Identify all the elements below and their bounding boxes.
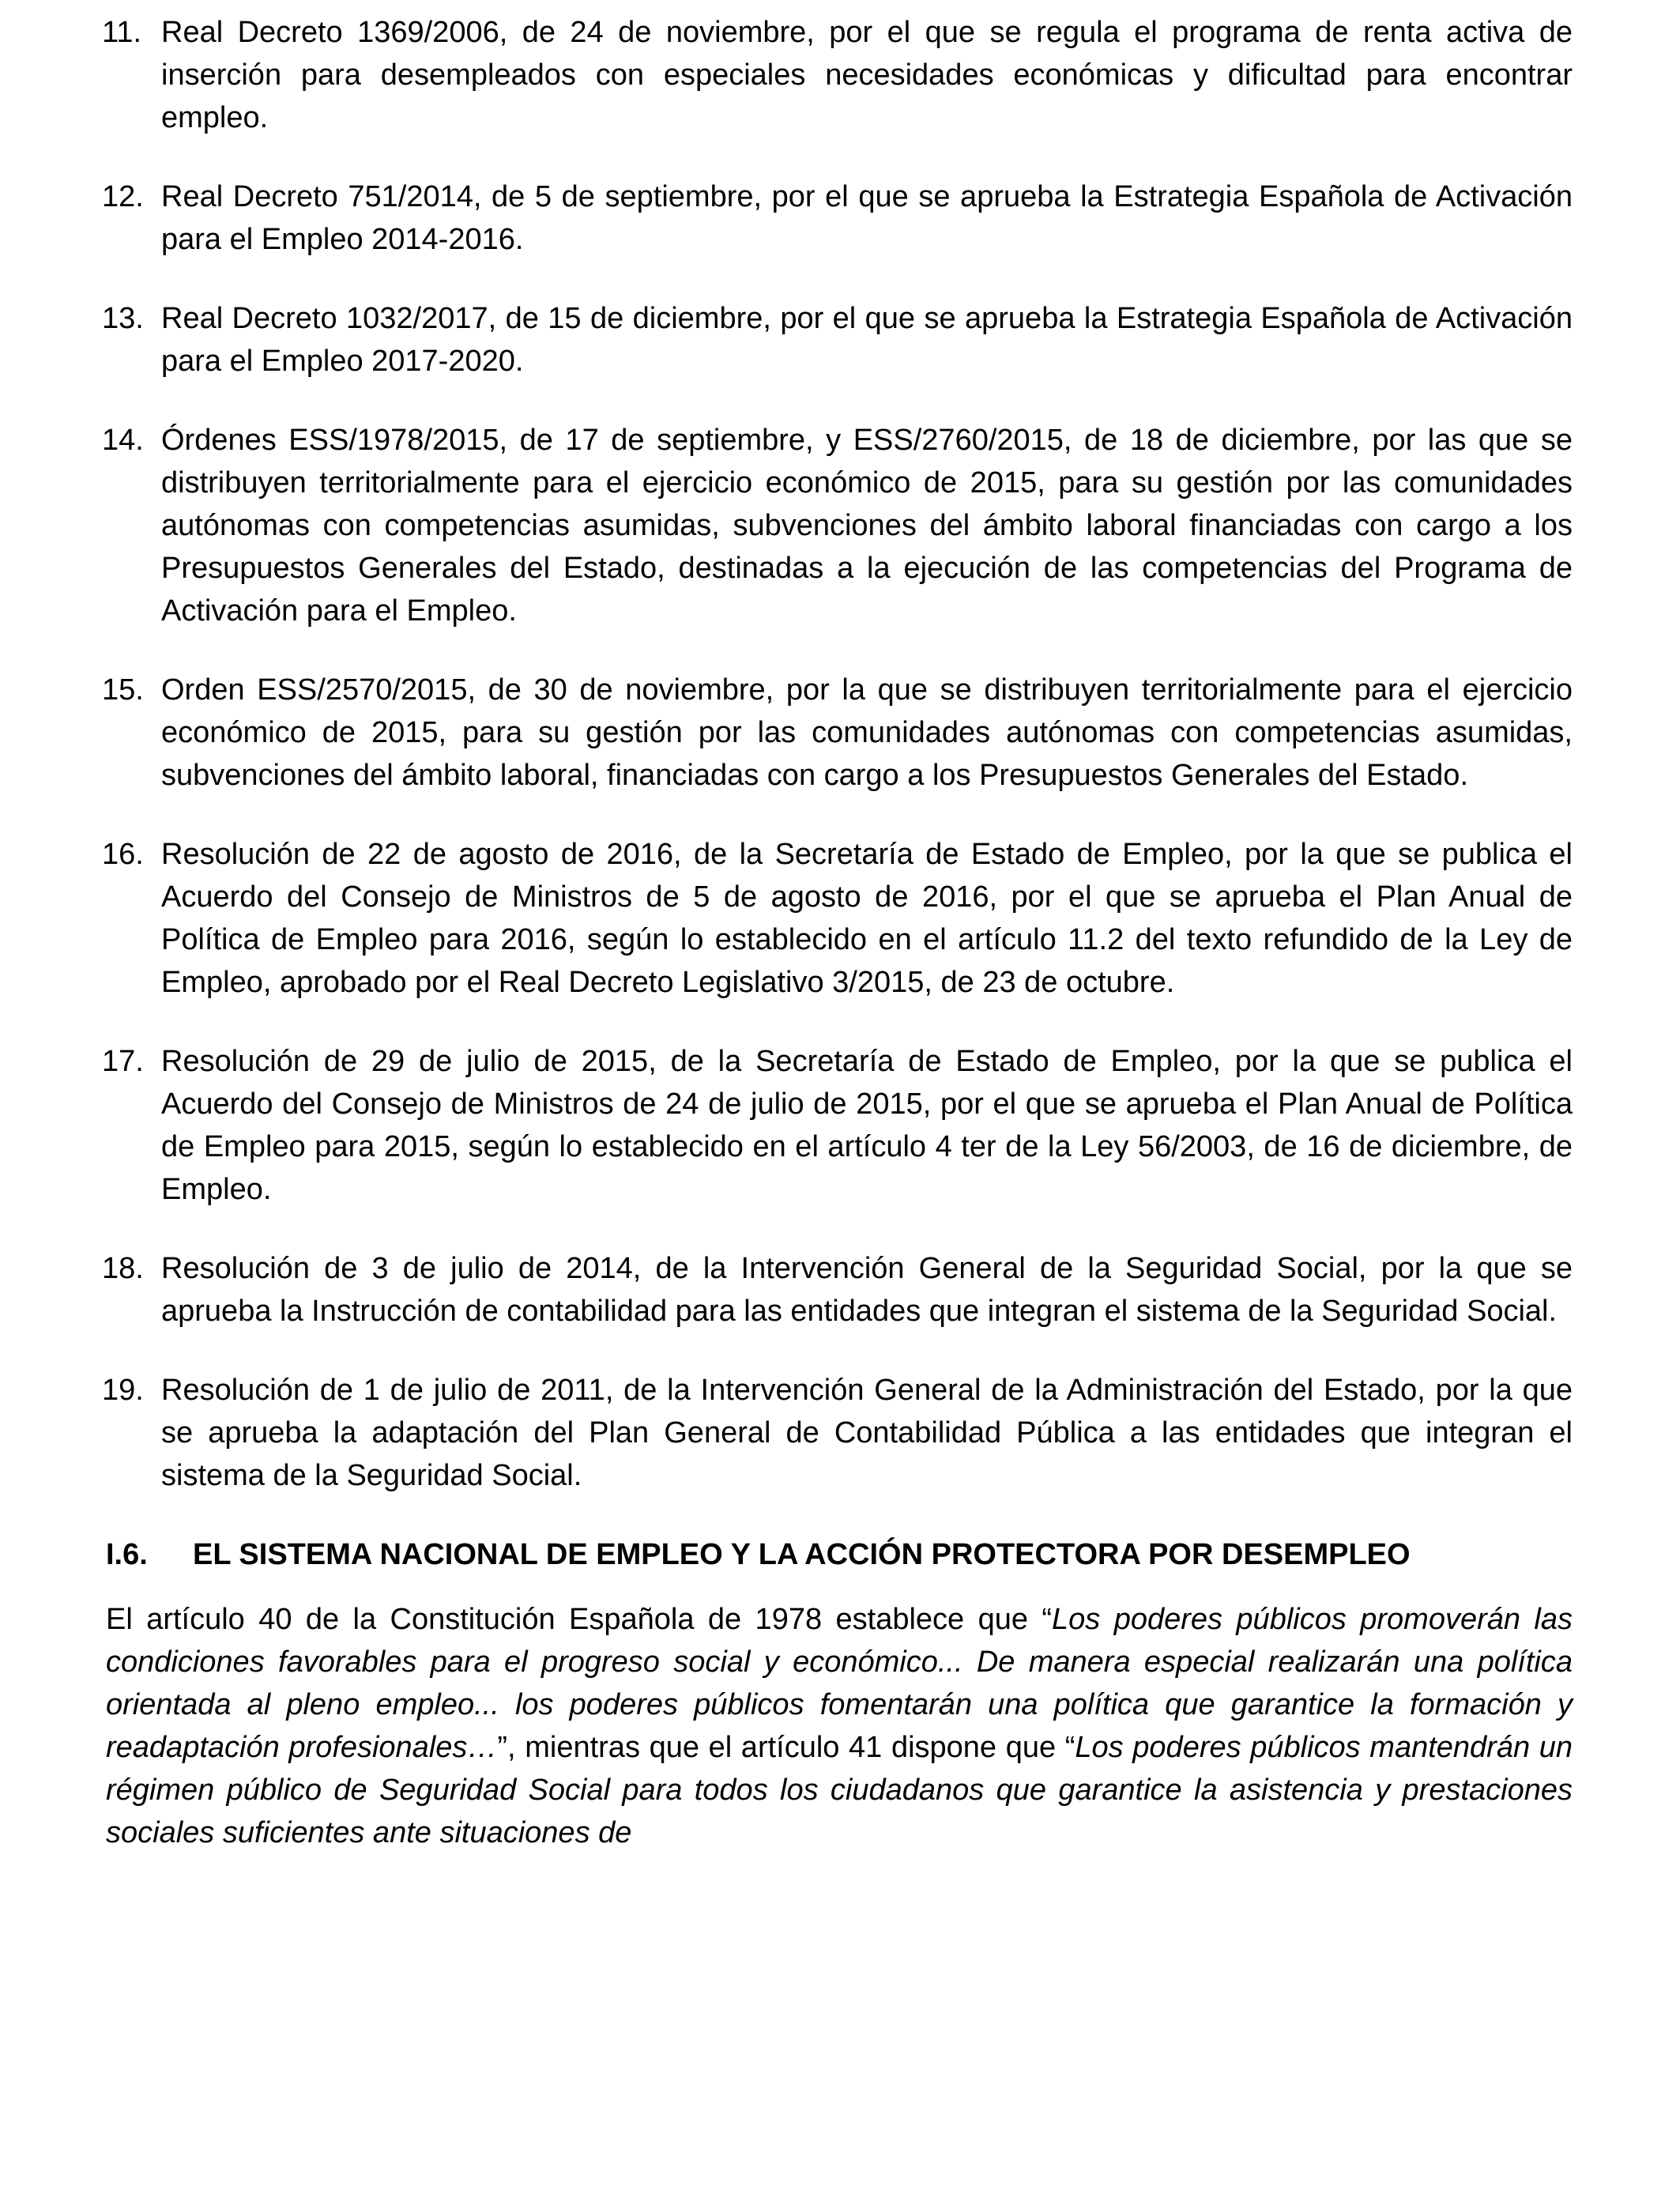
list-item-text: Resolución de 29 de julio de 2015, de la Secretaría de Estado de Empleo, por la que se publica el Acuerdo del Consejo de Ministros de 24 de julio de 2015, por el que se aprueba el Plan Anual de Política de Empleo para 2015, según lo establecido en el artículo 4 ter de la Ley 56/2003, de 16 de diciembre, de Empleo. <box>161 1045 1573 1206</box>
list-item <box>102 419 1573 632</box>
list-item-text: Real Decreto 1369/2006, de 24 de noviembre, por el que se regula el programa de renta activa de inserción para desempleados con especiales necesidades económicas y dificultad para encontrar empleo. <box>161 16 1573 134</box>
list-item <box>102 1247 1573 1333</box>
list-item-number: 19. <box>102 1374 144 1407</box>
list-item-text: Resolución de 22 de agosto de 2016, de la Secretaría de Estado de Empleo, por la que se publica el Acuerdo del Consejo de Ministros de 5 de agosto de 2016, por el que se aprueba el Plan Anual de Política de Empleo para 2016, según lo establecido en el artículo 11.2 del texto refundido de la Ley de Empleo, aprobado por el Real Decreto Legislativo 3/2015, de 23 de octubre. <box>161 838 1573 999</box>
list-item-number: 17. <box>102 1045 144 1078</box>
list-item-text: Real Decreto 1032/2017, de 15 de diciembre, por el que se aprueba la Estrategia Española de Activación para el Empleo 2017-2020. <box>161 302 1573 378</box>
paragraph-text: El artículo 40 de la Constitución Española de 1978 establece que “ <box>106 1603 1053 1636</box>
list-item-number: 16. <box>102 838 144 871</box>
document-page <box>102 11 1573 1854</box>
list-item <box>102 1369 1573 1497</box>
paragraph-text: ”, mientras que el artículo 41 dispone que “ <box>497 1731 1075 1764</box>
list-item-number: 14. <box>102 424 144 457</box>
constitution-quote-article-41: Los poderes públicos mantendrán un régimen público de Seguridad Social para todos los ciudadanos que garantice la asistencia y prestaciones sociales suficientes ante situaciones de <box>106 1731 1573 1849</box>
list-item <box>102 669 1573 797</box>
list-item-text: Resolución de 3 de julio de 2014, de la Intervención General de la Seguridad Social, por la que se aprueba la Instrucción de contabilidad para las entidades que integran el sistema de la Seguridad Social. <box>161 1252 1573 1328</box>
list-item-number: 18. <box>102 1252 144 1285</box>
list-item-text: Órdenes ESS/1978/2015, de 17 de septiembre, y ESS/2760/2015, de 18 de diciembre, por las que se distribuyen territorialmente para el ejercicio económico de 2015, para su gestión por las comunidades autónomas con competencias asumidas, subvenciones del ámbito laboral financiadas con cargo a los Presupuestos Generales del Estado, destinadas a la ejecución de las competencias del Programa de Activación para el Empleo. <box>161 424 1573 628</box>
list-item-text: Resolución de 1 de julio de 2011, de la Intervención General de la Administración del Estado, por la que se aprueba la adaptación del Plan General de Contabilidad Pública a las entidades que integran el sistema de la Seguridad Social. <box>161 1374 1573 1492</box>
list-item-number: 12. <box>102 180 144 213</box>
list-item-number: 13. <box>102 302 144 335</box>
section-number: I.6. <box>106 1538 148 1571</box>
list-item-text: Orden ESS/2570/2015, de 30 de noviembre, por la que se distribuyen territorialmente para el ejercicio económico de 2015, para su gestión por las comunidades autónomas con competencias asumidas, subvenciones del ámbito laboral, financiadas con cargo a los Presupuestos Generales del Estado. <box>161 673 1573 792</box>
list-item <box>102 297 1573 383</box>
list-item <box>102 11 1573 139</box>
list-item <box>102 833 1573 1004</box>
list-item <box>102 1040 1573 1211</box>
legislation-reference-list <box>102 11 1573 1497</box>
list-item <box>102 175 1573 261</box>
constitution-quote-article-40: Los poderes públicos promoverán las condiciones favorables para el progreso social y económico... De manera especial realizarán una política orientada al pleno empleo... los poderes públicos fomentarán una política que garantice la formación y readaptación profesionales… <box>106 1603 1573 1764</box>
list-item-number: 11. <box>102 16 142 49</box>
section-heading <box>106 1533 1573 1576</box>
section-title: EL SISTEMA NACIONAL DE EMPLEO Y LA ACCIÓN PROTECTORA POR DESEMPLEO <box>193 1538 1411 1571</box>
body-paragraph <box>106 1598 1573 1854</box>
list-item-text: Real Decreto 751/2014, de 5 de septiembre, por el que se aprueba la Estrategia Española de Activación para el Empleo 2014-2016. <box>161 180 1573 256</box>
list-item-number: 15. <box>102 673 144 707</box>
